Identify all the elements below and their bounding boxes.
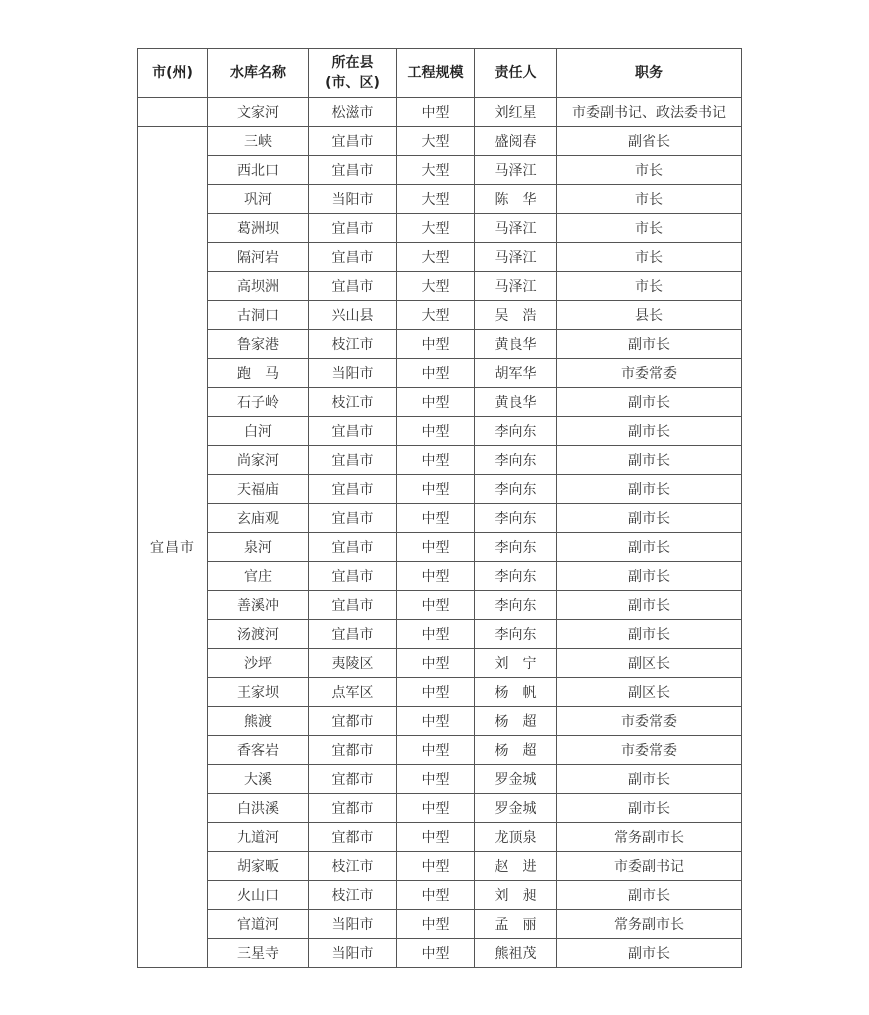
county-cell: 枝江市: [309, 881, 397, 910]
county-cell: 宜昌市: [309, 417, 397, 446]
responsible-person-cell: 李向东: [475, 417, 557, 446]
position-cell: 副市长: [557, 475, 742, 504]
responsible-person-cell: 李向东: [475, 533, 557, 562]
county-cell: 宜昌市: [309, 243, 397, 272]
position-cell: 常务副市长: [557, 910, 742, 939]
county-cell: 枝江市: [309, 852, 397, 881]
reservoir-name-cell: 沙坪: [208, 649, 309, 678]
county-cell: 宜都市: [309, 707, 397, 736]
table-row: [138, 620, 742, 649]
county-cell: 宜都市: [309, 823, 397, 852]
header-responsible-person: 责任人: [475, 49, 557, 98]
scale-cell: 中型: [397, 562, 475, 591]
position-cell: 副市长: [557, 504, 742, 533]
position-cell: 市长: [557, 272, 742, 301]
responsible-person-cell: 吴 浩: [475, 301, 557, 330]
scale-cell: 中型: [397, 852, 475, 881]
reservoir-name-cell: 王家坝: [208, 678, 309, 707]
scale-cell: 中型: [397, 504, 475, 533]
county-cell: 宜昌市: [309, 156, 397, 185]
responsible-person-cell: 孟 丽: [475, 910, 557, 939]
reservoir-name-cell: 火山口: [208, 881, 309, 910]
table-row: [138, 649, 742, 678]
reservoir-name-cell: 泉河: [208, 533, 309, 562]
table-row: [138, 156, 742, 185]
responsible-person-cell: 李向东: [475, 446, 557, 475]
table-row: [138, 794, 742, 823]
scale-cell: 大型: [397, 156, 475, 185]
scale-cell: 中型: [397, 765, 475, 794]
responsible-person-cell: 胡军华: [475, 359, 557, 388]
scale-cell: 中型: [397, 736, 475, 765]
reservoir-name-cell: 三星寺: [208, 939, 309, 968]
table-row: [138, 214, 742, 243]
reservoir-name-cell: 石子岭: [208, 388, 309, 417]
reservoir-name-cell: 天福庙: [208, 475, 309, 504]
position-cell: 县长: [557, 301, 742, 330]
reservoir-name-cell: 文家河: [208, 98, 309, 127]
reservoir-name-cell: 大溪: [208, 765, 309, 794]
county-cell: 夷陵区: [309, 649, 397, 678]
table-row: [138, 881, 742, 910]
table-row: [138, 98, 742, 127]
scale-cell: 中型: [397, 417, 475, 446]
position-cell: 副区长: [557, 678, 742, 707]
reservoir-name-cell: 高坝洲: [208, 272, 309, 301]
table-row: [138, 765, 742, 794]
table-row: [138, 707, 742, 736]
county-cell: 松滋市: [309, 98, 397, 127]
responsible-person-cell: 黄良华: [475, 330, 557, 359]
table-row: [138, 910, 742, 939]
county-cell: 当阳市: [309, 359, 397, 388]
scale-cell: 中型: [397, 939, 475, 968]
table-row: [138, 504, 742, 533]
county-cell: 点军区: [309, 678, 397, 707]
responsible-person-cell: 李向东: [475, 591, 557, 620]
table-header: [138, 49, 742, 98]
county-cell: 宜昌市: [309, 475, 397, 504]
position-cell: 副区长: [557, 649, 742, 678]
reservoir-responsibility-table: [137, 48, 742, 968]
scale-cell: 中型: [397, 794, 475, 823]
city-cell: [138, 98, 208, 127]
reservoir-name-cell: 葛洲坝: [208, 214, 309, 243]
table-row: [138, 823, 742, 852]
position-cell: 副市长: [557, 562, 742, 591]
scale-cell: 中型: [397, 330, 475, 359]
table-row: [138, 736, 742, 765]
responsible-person-cell: 杨 帆: [475, 678, 557, 707]
responsible-person-cell: 赵 进: [475, 852, 557, 881]
position-cell: 市委副书记: [557, 852, 742, 881]
table-row: [138, 330, 742, 359]
header-county: [309, 49, 397, 98]
responsible-person-cell: 马泽江: [475, 156, 557, 185]
city-cell: 宜昌市: [138, 127, 208, 968]
header-position: 职务: [557, 49, 742, 98]
responsible-person-cell: 马泽江: [475, 214, 557, 243]
position-cell: 副市长: [557, 939, 742, 968]
table-body: [138, 98, 742, 968]
responsible-person-cell: 马泽江: [475, 272, 557, 301]
reservoir-name-cell: 官庄: [208, 562, 309, 591]
table-row: [138, 475, 742, 504]
county-cell: 宜都市: [309, 794, 397, 823]
position-cell: 市长: [557, 156, 742, 185]
position-cell: 副市长: [557, 765, 742, 794]
reservoir-name-cell: 古洞口: [208, 301, 309, 330]
scale-cell: 中型: [397, 910, 475, 939]
table-row: [138, 533, 742, 562]
table-row: [138, 417, 742, 446]
reservoir-name-cell: 胡家畈: [208, 852, 309, 881]
scale-cell: 大型: [397, 301, 475, 330]
responsible-person-cell: 罗金城: [475, 765, 557, 794]
county-cell: 当阳市: [309, 939, 397, 968]
county-cell: 宜昌市: [309, 272, 397, 301]
table-row: [138, 939, 742, 968]
position-cell: 副市长: [557, 417, 742, 446]
scale-cell: 大型: [397, 272, 475, 301]
scale-cell: 大型: [397, 214, 475, 243]
responsible-person-cell: 龙顶泉: [475, 823, 557, 852]
table-row: [138, 272, 742, 301]
scale-cell: 中型: [397, 446, 475, 475]
responsible-person-cell: 李向东: [475, 620, 557, 649]
position-cell: 副市长: [557, 388, 742, 417]
responsible-person-cell: 杨 超: [475, 707, 557, 736]
county-cell: 宜昌市: [309, 533, 397, 562]
reservoir-name-cell: 玄庙观: [208, 504, 309, 533]
responsible-person-cell: 黄良华: [475, 388, 557, 417]
table-row: [138, 127, 742, 156]
table-row: [138, 562, 742, 591]
scale-cell: 中型: [397, 475, 475, 504]
scale-cell: 中型: [397, 823, 475, 852]
county-cell: 宜昌市: [309, 214, 397, 243]
responsible-person-cell: 李向东: [475, 562, 557, 591]
reservoir-name-cell: 鲁家港: [208, 330, 309, 359]
scale-cell: 中型: [397, 98, 475, 127]
county-cell: 兴山县: [309, 301, 397, 330]
responsible-person-cell: 熊祖茂: [475, 939, 557, 968]
header-scale: 工程规模: [397, 49, 475, 98]
reservoir-name-cell: 熊渡: [208, 707, 309, 736]
county-cell: 枝江市: [309, 330, 397, 359]
county-cell: 当阳市: [309, 910, 397, 939]
county-cell: 宜都市: [309, 736, 397, 765]
position-cell: 副市长: [557, 591, 742, 620]
reservoir-name-cell: 西北口: [208, 156, 309, 185]
responsible-person-cell: 刘 宁: [475, 649, 557, 678]
scale-cell: 中型: [397, 649, 475, 678]
position-cell: 副市长: [557, 446, 742, 475]
scale-cell: 大型: [397, 127, 475, 156]
responsible-person-cell: 刘 昶: [475, 881, 557, 910]
responsible-person-cell: 李向东: [475, 504, 557, 533]
scale-cell: 中型: [397, 533, 475, 562]
position-cell: 副市长: [557, 620, 742, 649]
county-cell: 枝江市: [309, 388, 397, 417]
responsible-person-cell: 陈 华: [475, 185, 557, 214]
scale-cell: 中型: [397, 678, 475, 707]
table-row: [138, 852, 742, 881]
scale-cell: 中型: [397, 620, 475, 649]
responsible-person-cell: 马泽江: [475, 243, 557, 272]
reservoir-name-cell: 尚家河: [208, 446, 309, 475]
position-cell: 副市长: [557, 881, 742, 910]
reservoir-name-cell: 汤渡河: [208, 620, 309, 649]
reservoir-name-cell: 白河: [208, 417, 309, 446]
county-cell: 当阳市: [309, 185, 397, 214]
position-cell: 副省长: [557, 127, 742, 156]
scale-cell: 大型: [397, 185, 475, 214]
position-cell: 市委常委: [557, 736, 742, 765]
table-row: [138, 185, 742, 214]
responsible-person-cell: 杨 超: [475, 736, 557, 765]
table-row: [138, 591, 742, 620]
position-cell: 市委常委: [557, 707, 742, 736]
header-reservoir-name: 水库名称: [208, 49, 309, 98]
county-cell: 宜昌市: [309, 591, 397, 620]
reservoir-name-cell: 九道河: [208, 823, 309, 852]
table-row: [138, 678, 742, 707]
header-county-line2: (市、区): [325, 75, 380, 91]
position-cell: 常务副市长: [557, 823, 742, 852]
reservoir-name-cell: 香客岩: [208, 736, 309, 765]
table-row: [138, 301, 742, 330]
responsible-person-cell: 李向东: [475, 475, 557, 504]
county-cell: 宜昌市: [309, 127, 397, 156]
county-cell: 宜都市: [309, 765, 397, 794]
position-cell: 市委常委: [557, 359, 742, 388]
reservoir-name-cell: 官道河: [208, 910, 309, 939]
reservoir-name-cell: 隔河岩: [208, 243, 309, 272]
position-cell: 市委副书记、政法委书记: [557, 98, 742, 127]
table-row: [138, 359, 742, 388]
reservoir-name-cell: 巩河: [208, 185, 309, 214]
responsible-person-cell: 刘红星: [475, 98, 557, 127]
position-cell: 市长: [557, 243, 742, 272]
responsible-person-cell: 盛阅春: [475, 127, 557, 156]
responsible-person-cell: 罗金城: [475, 794, 557, 823]
table-row: [138, 243, 742, 272]
table-row: [138, 388, 742, 417]
table-row: [138, 446, 742, 475]
scale-cell: 中型: [397, 388, 475, 417]
scale-cell: 中型: [397, 881, 475, 910]
reservoir-name-cell: 善溪冲: [208, 591, 309, 620]
header-row: [138, 49, 742, 98]
county-cell: 宜昌市: [309, 446, 397, 475]
reservoir-name-cell: 三峡: [208, 127, 309, 156]
county-cell: 宜昌市: [309, 504, 397, 533]
header-county-line1: 所在县: [331, 55, 374, 71]
reservoir-name-cell: 跑 马: [208, 359, 309, 388]
position-cell: 副市长: [557, 330, 742, 359]
scale-cell: 中型: [397, 591, 475, 620]
header-city: 市(州): [138, 49, 208, 98]
position-cell: 副市长: [557, 533, 742, 562]
position-cell: 市长: [557, 214, 742, 243]
county-cell: 宜昌市: [309, 620, 397, 649]
scale-cell: 中型: [397, 359, 475, 388]
scale-cell: 大型: [397, 243, 475, 272]
reservoir-name-cell: 白洪溪: [208, 794, 309, 823]
scale-cell: 中型: [397, 707, 475, 736]
county-cell: 宜昌市: [309, 562, 397, 591]
position-cell: 副市长: [557, 794, 742, 823]
position-cell: 市长: [557, 185, 742, 214]
